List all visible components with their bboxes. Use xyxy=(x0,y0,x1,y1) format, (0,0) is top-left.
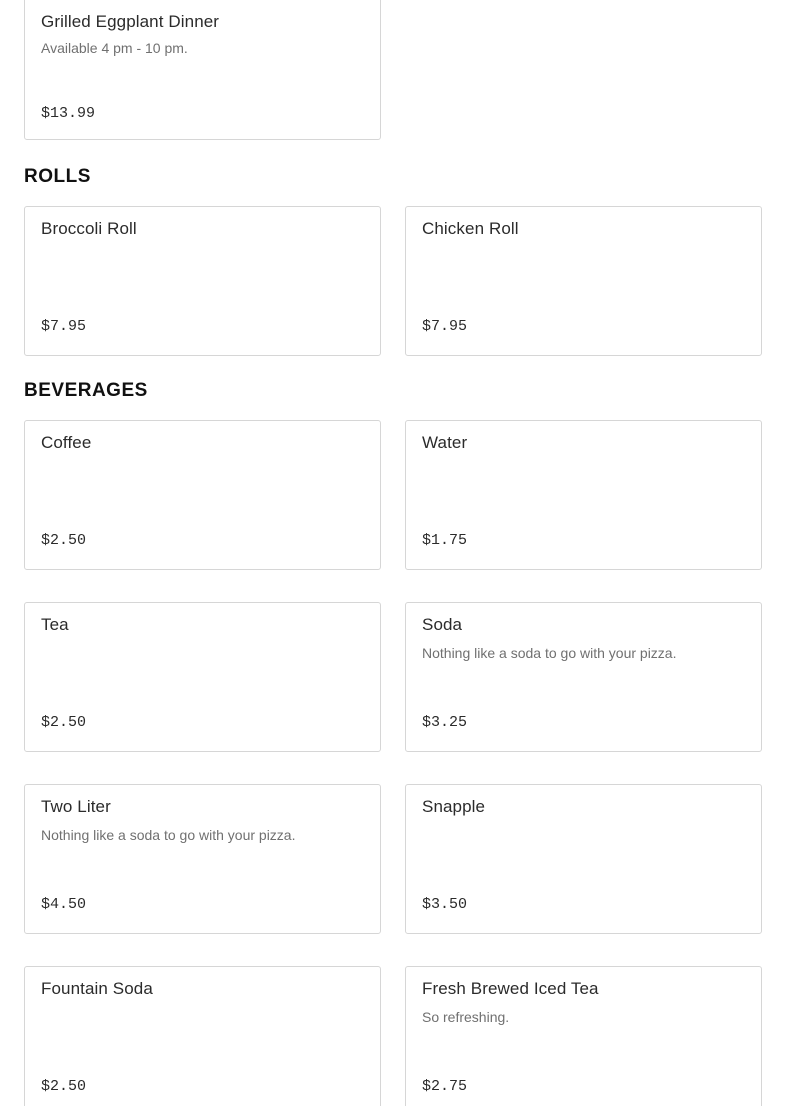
menu-item-price: $2.50 xyxy=(41,714,87,731)
section-heading-beverages: BEVERAGES xyxy=(24,380,148,401)
menu-item-price: $7.95 xyxy=(41,318,87,335)
menu-item-name: Chicken Roll xyxy=(422,219,519,238)
menu-item-name: Coffee xyxy=(41,433,92,452)
menu-item-description: Nothing like a soda to go with your pizza. xyxy=(422,645,677,661)
menu-item-price: $7.95 xyxy=(422,318,468,335)
menu-item-name: Grilled Eggplant Dinner xyxy=(41,12,220,31)
menu-item-card[interactable] xyxy=(24,602,381,752)
menu-item-price: $3.25 xyxy=(422,714,468,731)
menu-item-name: Broccoli Roll xyxy=(41,219,137,238)
menu-item-card[interactable] xyxy=(24,0,381,140)
menu-item-card[interactable] xyxy=(405,420,762,570)
menu-item-name: Soda xyxy=(422,615,463,634)
menu-item-price: $13.99 xyxy=(41,105,96,122)
menu-item-card[interactable] xyxy=(24,784,381,934)
menu-item-description: Available 4 pm - 10 pm. xyxy=(41,40,188,56)
menu-item-card[interactable] xyxy=(405,602,762,752)
menu-item-description: Nothing like a soda to go with your pizza. xyxy=(41,827,296,843)
menu-item-price: $2.50 xyxy=(41,532,87,549)
menu-item-price: $2.50 xyxy=(41,1078,87,1095)
menu-item-name: Fresh Brewed Iced Tea xyxy=(422,979,599,998)
menu-item-name: Snapple xyxy=(422,797,486,816)
menu-item-card[interactable] xyxy=(405,206,762,356)
menu-item-name: Tea xyxy=(41,615,69,634)
menu-item-name: Two Liter xyxy=(41,797,111,816)
menu-item-card[interactable] xyxy=(24,966,381,1106)
menu-item-card[interactable] xyxy=(405,966,762,1106)
menu-item-price: $4.50 xyxy=(41,896,87,913)
menu-item-price: $1.75 xyxy=(422,532,468,549)
menu-item-card[interactable] xyxy=(24,420,381,570)
menu-item-price: $3.50 xyxy=(422,896,468,913)
menu-item-name: Water xyxy=(422,433,468,452)
section-heading-rolls: ROLLS xyxy=(24,166,91,187)
menu-item-description: So refreshing. xyxy=(422,1009,510,1025)
menu-item-card[interactable] xyxy=(405,784,762,934)
menu-item-card[interactable] xyxy=(24,206,381,356)
menu-item-price: $2.75 xyxy=(422,1078,468,1095)
menu-item-name: Fountain Soda xyxy=(41,979,153,998)
